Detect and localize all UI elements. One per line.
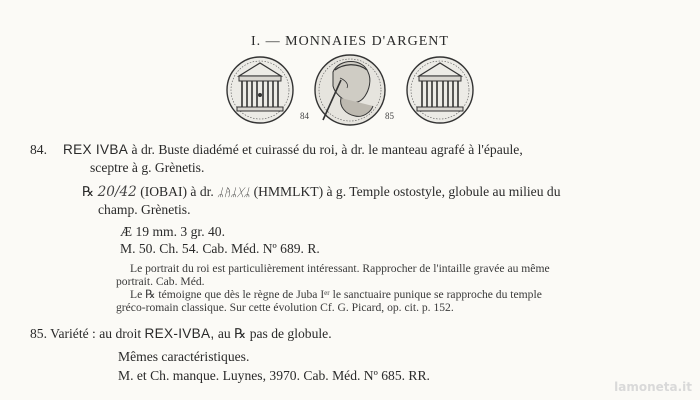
entry-85-references: M. et Ch. manque. Luynes, 3970. Cab. Méd. Nº 685. RR. <box>118 368 430 383</box>
reverse-legend-a: (IOBAI) à dr. <box>140 184 214 199</box>
reverse-symbol: ℞ <box>82 184 95 199</box>
handwritten-annotation: 20/42 <box>97 184 137 200</box>
coin-label-84: 84 <box>300 111 309 121</box>
entry-84-number: 84. <box>30 142 47 157</box>
coin-reverse-temple-right <box>407 57 473 123</box>
entry-85-line2: Mêmes caractéristiques. <box>118 349 250 364</box>
entry-84-legend: REX IVBA <box>63 142 129 157</box>
coin-obverse-bust <box>315 55 385 125</box>
entry-84-note2-line2: gréco-romain classique. Sur cette évolution Cf. G. Picard, op. cit. p. 152. <box>116 301 454 314</box>
entry-84-reverse-line2: champ. Grènetis. <box>98 202 191 217</box>
entry-84-description: à dr. Buste diadémé et cuirassé du roi, à dr. le manteau agrafé à l'épaule, <box>131 142 523 157</box>
coin-label-85: 85 <box>385 111 394 121</box>
entry-85-reverse-note: au ℞ pas de globule. <box>217 326 332 341</box>
coin-illustrations <box>215 50 485 130</box>
entry-84-line2: sceptre à g. Grènetis. <box>90 160 205 175</box>
entry-84-metal: Æ 19 mm. 3 gr. 40. <box>120 224 225 239</box>
entry-85-line1 <box>30 327 332 341</box>
entry-85-number: 85. <box>30 326 47 341</box>
entry-85-legend: REX-IVBA, <box>144 326 215 341</box>
entry-84-references: M. 50. Ch. 54. Cab. Méd. Nº 689. R. <box>120 241 320 256</box>
reverse-legend-b: (HMMLKT) à g. Temple ostostyle, globule au milieu du <box>253 184 561 199</box>
watermark: lamoneta.it <box>614 380 692 394</box>
entry-84-reverse-line1 <box>82 185 561 200</box>
coin-reverse-temple-left <box>227 57 293 123</box>
entry-84-note1-line2: portrait. Cab. Méd. <box>116 275 205 288</box>
entry-84-note1-line1: Le portrait du roi est particulièrement intéressant. Rapprocher de l'intaille gravée au même <box>130 262 550 275</box>
entry-84-line1 <box>63 143 523 157</box>
entry-84-note2-line1: Le ℞ témoigne que dès le règne de Juba Iᵉʳ le sanctuaire punique se rapproche du temple <box>130 288 542 301</box>
punic-legend: ᛦᚤᛦᚷᛦ <box>217 186 251 199</box>
section-title: I. — MONNAIES D'ARGENT <box>251 34 449 49</box>
entry-85-variety: Variété : au droit <box>50 326 142 341</box>
